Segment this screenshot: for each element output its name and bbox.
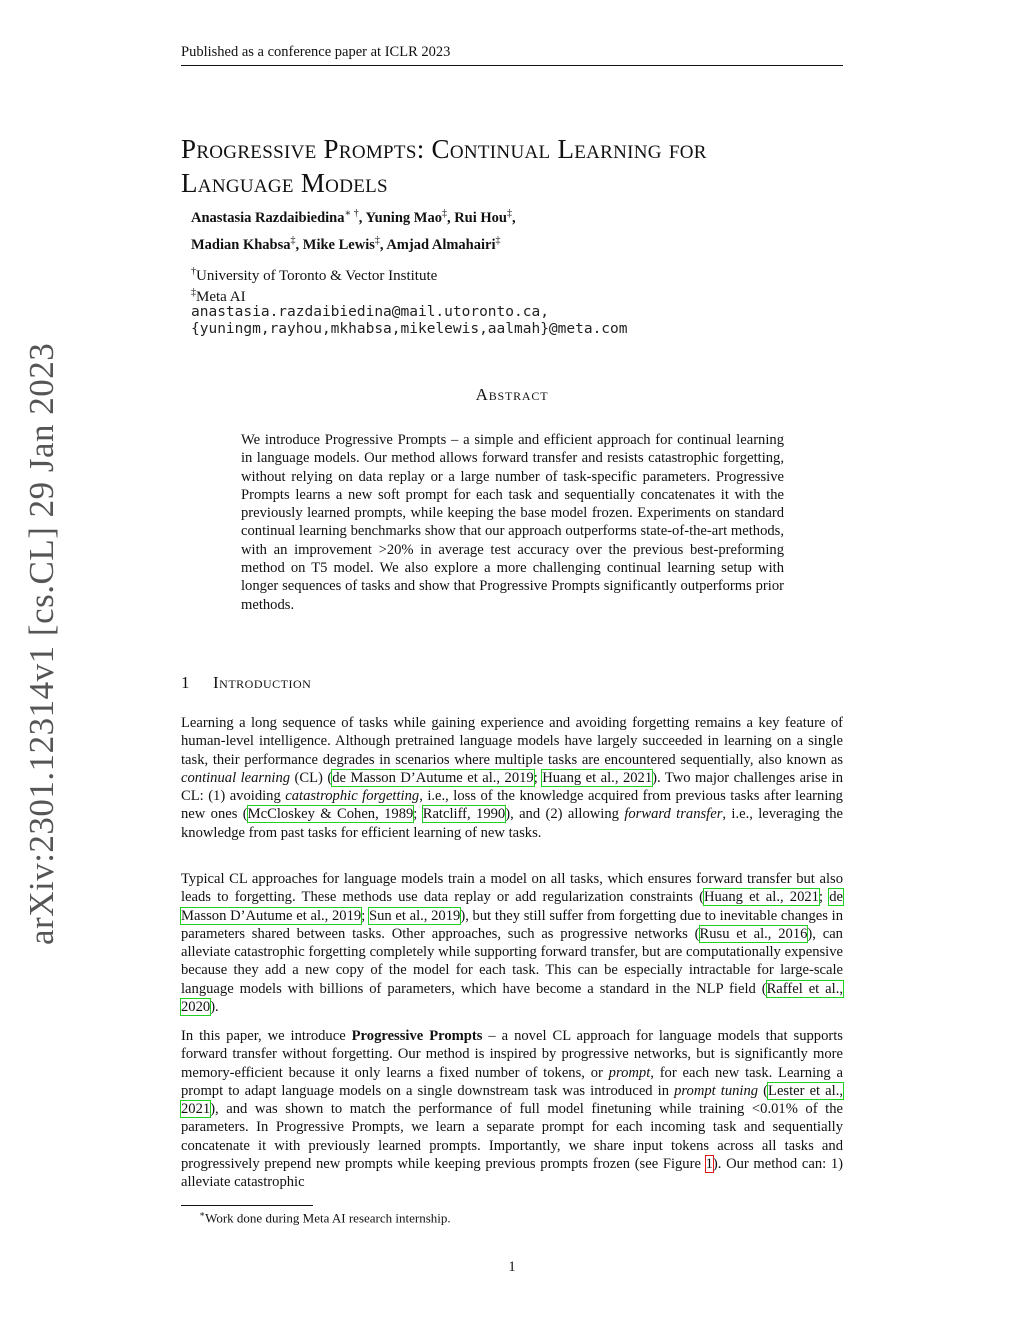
citation-link[interactable]: de Masson D’Autume et al., 2019: [332, 769, 534, 786]
paper-title: [181, 132, 861, 200]
author-sep: ,: [512, 209, 516, 226]
text-run: ), and (2) allowing: [505, 806, 625, 823]
author-name: Amjad Almahairi: [386, 236, 496, 253]
affiliation-mark: †: [191, 266, 196, 277]
emphasis: forward transfer: [624, 806, 723, 823]
text-run: ;: [361, 907, 369, 924]
affiliation-mark: ‡: [191, 287, 196, 298]
citation-link[interactable]: Sun et al., 2019: [368, 907, 461, 924]
text-run: (: [758, 1082, 769, 1099]
bold-term: Progressive Prompts: [351, 1028, 483, 1044]
header-rule: [181, 65, 843, 66]
authors-line-2: [191, 235, 500, 254]
affiliation-text: Meta AI: [196, 289, 246, 305]
text-run: ).: [210, 999, 219, 1016]
citation-link[interactable]: Rusu et al., 2016: [699, 925, 808, 942]
emphasis: catastrophic forgetting: [285, 788, 420, 805]
text-run: In this paper, we introduce: [181, 1028, 352, 1044]
text-run: Typical CL approaches for language models train a model on all tasks, which ensures forward transfer but also leads to forgetting. These methods use data replay or add regularization constraints (: [181, 871, 843, 906]
figure-reference-link[interactable]: 1: [705, 1156, 713, 1173]
author-name: Madian Khabsa: [191, 236, 291, 253]
text-run: ), but they still suffer from forgetting due to inevitable changes in parameters shared between tasks. Other approaches, such as progressive networks (: [181, 907, 843, 942]
citation-link[interactable]: Huang et al., 2021: [704, 889, 819, 906]
text-run: , i.e., loss of the knowledge acquired from previous tasks after learning new ones (: [181, 788, 843, 823]
email-line-2[interactable]: {yuningm,rayhou,mkhabsa,mikelewis,aalmah}@meta.com: [191, 321, 628, 337]
section-heading: [181, 673, 311, 693]
abstract-body: We introduce Progressive Prompts – a simple and efficient approach for continual learning in language models. Our method allows forward transfer and resists catastrophic forgetting, without relying on data replay or a large number of task-specific parameters. Progressive Prompts learns a new soft prompt for each task and sequentially concatenates it with the previously learned prompts, while keeping the base model frozen. Experiments on standard continual learning benchmarks show that our approach outperforms state-of-the-art methods, with an improvement >20% in average test accuracy over the previous best-preforming method on T5 model. We also explore a more challenging continual learning setup with longer sequences of tasks and show that Progressive Prompts significantly outperforms prior methods.: [241, 432, 784, 613]
email-line-1[interactable]: anastasia.razdaibiedina@mail.utoronto.ca,: [191, 304, 549, 320]
author-mark: ‡: [507, 208, 512, 219]
abstract-heading: Abstract: [475, 385, 549, 404]
citation-link[interactable]: McCloskey & Cohen, 1989: [247, 806, 414, 823]
footnote-mark: ∗: [199, 1209, 206, 1219]
author-name: Mike Lewis: [302, 236, 375, 253]
intro-paragraph-2: [181, 870, 843, 1016]
citation-link[interactable]: Ratcliff, 1990: [422, 806, 506, 823]
text-run: Learning a long sequence of tasks while gaining experience and avoiding forgetting remains a key feature of human-level intelligence. Although pretrained language models have largely succeeded in learning on a single task, their performance degrades in scenarios where multiple tasks are encountered sequentially, also known as: [181, 715, 843, 768]
author-name: Anastasia Razdaibiedina: [191, 209, 345, 226]
author-mark: ‡: [495, 235, 501, 246]
emphasis: continual learning: [181, 769, 291, 786]
authors-line-1: [191, 208, 516, 227]
arxiv-identifier: arXiv:2301.12314v1 [cs.CL] 29 Jan 2023: [22, 342, 61, 945]
text-run: – a novel CL approach for language models that supports forward transfer without forgetting. Our method is inspired by progressive networks, but is significantly more memory-efficient because it only learns a fixed number of tokens, or: [181, 1028, 843, 1081]
text-run: ), and was shown to match the performance of full model finetuning while training <0.01% of the parameters. In Progressive Prompts, we learn a separate prompt for each incoming task and sequentially concatenate it with previously learned prompts. Importantly, we share input tokens across all tasks and progressively prepend new prompts while keeping previous prompts frozen (see Figure: [181, 1101, 843, 1173]
emphasis: prompt tuning: [674, 1082, 759, 1099]
text-run: ;: [533, 769, 543, 786]
citation-link[interactable]: Huang et al., 2021: [542, 769, 653, 786]
text-run: , i.e., leveraging the knowledge from past tasks for efficient learning of new tasks.: [181, 806, 843, 841]
author-mark: ‡: [441, 208, 447, 219]
author-name: Rui Hou: [454, 209, 507, 226]
citation-link[interactable]: de Masson D’Autume et al., 2019: [181, 889, 843, 924]
title-line-2: Language Models: [181, 168, 388, 198]
affiliation-text: University of Toronto & Vector Institute: [196, 268, 438, 284]
footnote-rule: [181, 1205, 313, 1206]
running-header: Published as a conference paper at ICLR 2023: [181, 44, 451, 60]
intro-paragraph-1: [181, 714, 843, 842]
text-run: ). Two major challenges arise in CL: (1) avoiding: [181, 769, 844, 805]
text-run: ;: [413, 806, 423, 823]
intro-paragraph-3: [181, 1027, 843, 1192]
emphasis: prompt: [608, 1064, 651, 1081]
footnote-text: Work done during Meta AI research internship.: [205, 1210, 451, 1226]
text-run: ;: [818, 889, 830, 906]
text-run: (CL) (: [290, 769, 333, 786]
text-run: ). Our method can: 1) alleviate catastrophic: [181, 1156, 843, 1191]
author-name: Yuning Mao: [365, 209, 442, 226]
page-number: 1: [508, 1259, 516, 1275]
author-sep: ,: [295, 236, 303, 253]
text-run: , for each new task. Learning a prompt to adapt language models on a single downstream task was introduced in: [181, 1064, 843, 1099]
author-sep: ,: [358, 209, 366, 226]
title-line-1: Progressive Prompts: Continual Learning for: [181, 134, 707, 164]
text-run: ), can alleviate catastrophic forgetting completely while supporting forward transfer, but are computationally expensive because they add a new copy of the model for each task. This can be especially intractable for large-scale language models with billions of parameters, which have become a standard in the NLP field (: [181, 925, 843, 997]
author-mark: ∗ †: [344, 208, 359, 219]
author-mark: ‡: [290, 235, 296, 246]
author-sep: ,: [379, 236, 387, 253]
footnote: [199, 1209, 451, 1226]
citation-link[interactable]: Lester et al., 2021: [181, 1082, 843, 1118]
author-sep: ,: [446, 209, 455, 226]
citation-link[interactable]: Raffel et al., 2020: [181, 980, 843, 1016]
author-mark: ‡: [374, 235, 380, 246]
section-number: 1: [181, 673, 190, 692]
section-title: Introduction: [213, 673, 312, 692]
